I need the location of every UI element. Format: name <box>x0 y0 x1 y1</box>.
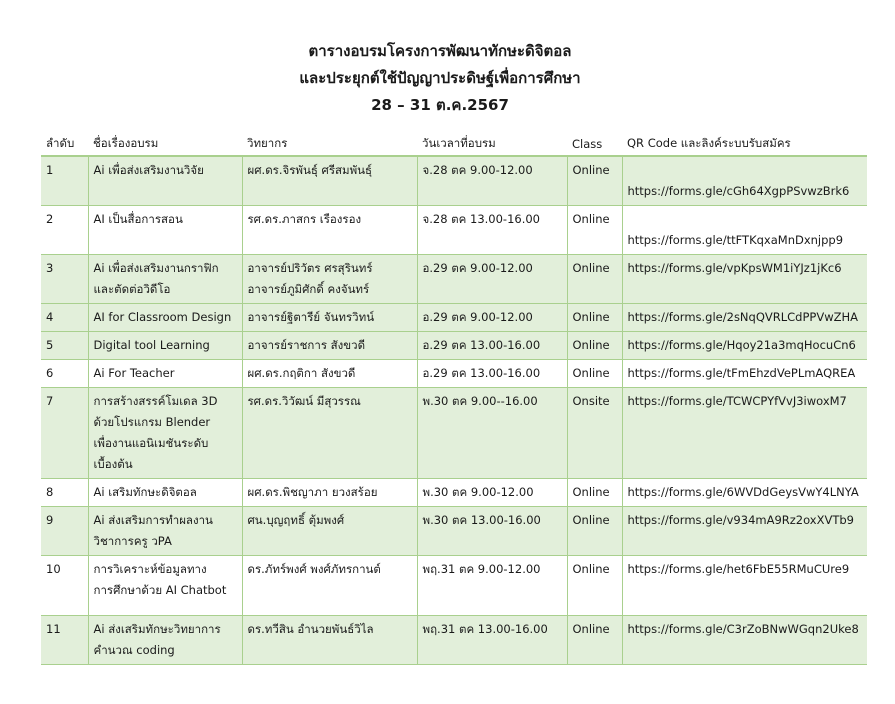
table-row <box>41 556 867 616</box>
table-row <box>41 388 867 479</box>
cell-topic <box>88 507 242 556</box>
cell-speaker-line: อาจารย์ฐิตารีย์ จันทรวิทน์ <box>247 310 375 324</box>
cell-topic <box>88 332 242 360</box>
cell-topic-line: การสร้างสรรค์โมเดล 3D <box>93 394 218 408</box>
cell-datetime: พฤ.31 ตค 13.00-16.00 <box>417 616 567 665</box>
cell-registration-link <box>622 360 867 388</box>
cell-speaker <box>242 556 417 616</box>
cell-speaker-line: รศ.ดร.วิวัฒน์ มีสุวรรณ <box>247 394 361 408</box>
cell-datetime: พ.30 ตค 13.00-16.00 <box>417 507 567 556</box>
registration-link[interactable]: https://forms.gle/TCWCPYfVvJ3iwoxM7 <box>627 394 847 408</box>
registration-link[interactable]: https://forms.gle/6WVDdGeysVwY4LNYA <box>627 485 859 499</box>
table-row <box>41 360 867 388</box>
cell-topic-line: เพื่องานแอนิเมชันระดับ <box>93 436 209 450</box>
cell-datetime: พฤ.31 ตค 9.00-12.00 <box>417 556 567 616</box>
header-speaker: วิทยากร <box>242 133 417 156</box>
cell-topic-line: เบื้องต้น <box>93 457 133 471</box>
cell-speaker <box>242 507 417 556</box>
cell-speaker <box>242 332 417 360</box>
cell-speaker-line: อาจารย์ภูมิศักดิ์ คงจันทร์ <box>247 282 370 296</box>
cell-topic-line: ด้วยโปรแกรม Blender <box>93 415 211 429</box>
title-line-1: ตารางอบรมโครงการพัฒนาทักษะดิจิตอล <box>308 42 572 60</box>
cell-speaker <box>242 360 417 388</box>
cell-registration-link <box>622 479 867 507</box>
cell-topic-line: การวิเคราะห์ข้อมูลทาง <box>93 562 207 576</box>
title-line-2: และประยุกต์ใช้ปัญญาประดิษฐ์เพื่อการศึกษา <box>299 69 581 87</box>
cell-no: 1 <box>41 156 88 206</box>
cell-registration-link <box>622 332 867 360</box>
registration-link[interactable]: https://forms.gle/C3rZoBNwWGqn2Uke8 <box>627 622 859 636</box>
cell-topic <box>88 255 242 304</box>
cell-speaker-line: ศน.บุญฤทธิ์ ตุ้มพงศ์ <box>247 513 345 527</box>
cell-topic-line: Ai ส่งเสริมการทำผลงาน <box>93 513 213 527</box>
qr-code-placeholder <box>628 160 863 181</box>
cell-topic-line: Digital tool Learning <box>93 338 210 352</box>
cell-topic-line: และตัดต่อวิดีโอ <box>93 282 171 296</box>
cell-topic-line: Ai For Teacher <box>93 366 175 380</box>
registration-link[interactable]: https://forms.gle/het6FbE55RMuCUre9 <box>627 562 850 576</box>
cell-speaker-line: ผศ.ดร.กฤติกา สังขวดี <box>247 366 356 380</box>
cell-speaker-line: อาจารย์ปริวัตร ศรสุรินทร์ <box>247 261 373 275</box>
cell-datetime: จ.28 ตค 13.00-16.00 <box>417 206 567 255</box>
cell-speaker-line: อาจารย์ราชการ สังขวดี <box>247 338 366 352</box>
cell-class: Online <box>567 206 622 255</box>
cell-speaker-line: ผศ.ดร.จิรพันธุ์ ศรีสมพันธุ์ <box>247 163 373 177</box>
cell-no: 7 <box>41 388 88 479</box>
cell-registration-link <box>622 206 867 255</box>
qr-code-placeholder <box>628 209 863 230</box>
cell-no: 4 <box>41 304 88 332</box>
cell-no: 11 <box>41 616 88 665</box>
cell-class: Online <box>567 556 622 616</box>
table-row <box>41 304 867 332</box>
cell-no: 8 <box>41 479 88 507</box>
cell-no: 5 <box>41 332 88 360</box>
cell-topic-line: วิชาการครู วPA <box>93 534 172 548</box>
cell-topic-line: Ai เพื่อส่งเสริมงานวิจัย <box>93 163 204 177</box>
cell-no: 2 <box>41 206 88 255</box>
cell-speaker-line: รศ.ดร.ภาสกร เรืองรอง <box>247 212 362 226</box>
cell-no: 10 <box>41 556 88 616</box>
registration-link[interactable]: https://forms.gle/tFmEhzdVePLmAQREA <box>627 366 856 380</box>
training-schedule-table <box>41 133 867 665</box>
cell-datetime: อ.29 ตค 13.00-16.00 <box>417 360 567 388</box>
cell-datetime: อ.29 ตค 9.00-12.00 <box>417 255 567 304</box>
cell-class: Online <box>567 332 622 360</box>
cell-no: 6 <box>41 360 88 388</box>
cell-topic <box>88 206 242 255</box>
cell-no: 9 <box>41 507 88 556</box>
header-no: ลำดับ <box>41 133 88 156</box>
cell-topic <box>88 304 242 332</box>
table-row <box>41 479 867 507</box>
cell-class: Online <box>567 304 622 332</box>
cell-class: Online <box>567 507 622 556</box>
registration-link[interactable]: https://forms.gle/Hqoy21a3mqHocuCn6 <box>627 338 856 352</box>
cell-topic <box>88 360 242 388</box>
cell-registration-link <box>622 156 867 206</box>
cell-datetime: จ.28 ตค 9.00-12.00 <box>417 156 567 206</box>
cell-topic-line: AI เป็นสื่อการสอน <box>93 212 183 226</box>
registration-link[interactable]: https://forms.gle/v934mA9Rz2oxXVTb9 <box>627 513 854 527</box>
cell-datetime: อ.29 ตค 9.00-12.00 <box>417 304 567 332</box>
table-row <box>41 507 867 556</box>
cell-speaker <box>242 156 417 206</box>
header-class: Class <box>567 133 622 156</box>
cell-speaker <box>242 255 417 304</box>
table-row <box>41 616 867 665</box>
cell-class: Online <box>567 616 622 665</box>
title-line-3: 28 – 31 ต.ค.2567 <box>371 96 509 114</box>
cell-topic <box>88 616 242 665</box>
cell-registration-link <box>622 507 867 556</box>
table-row <box>41 206 867 255</box>
cell-topic-line: คำนวณ coding <box>93 643 175 657</box>
cell-topic <box>88 479 242 507</box>
header-topic: ชื่อเรื่องอบรม <box>88 133 242 156</box>
cell-registration-link <box>622 255 867 304</box>
registration-link[interactable]: https://forms.gle/cGh64XgpPSvwzBrk6 <box>627 184 850 198</box>
registration-link[interactable]: https://forms.gle/ttFTKqxaMnDxnjpp9 <box>627 233 844 247</box>
cell-speaker <box>242 616 417 665</box>
cell-datetime: พ.30 ตค 9.00--16.00 <box>417 388 567 479</box>
header-link: QR Code และลิงค์ระบบรับสมัคร <box>622 133 867 156</box>
cell-registration-link <box>622 304 867 332</box>
cell-registration-link <box>622 616 867 665</box>
cell-speaker-line: ผศ.ดร.พิชญาภา ยวงสร้อย <box>247 485 378 499</box>
cell-speaker <box>242 304 417 332</box>
cell-speaker <box>242 206 417 255</box>
cell-topic <box>88 156 242 206</box>
cell-speaker <box>242 479 417 507</box>
cell-topic <box>88 556 242 616</box>
cell-datetime: พ.30 ตค 9.00-12.00 <box>417 479 567 507</box>
cell-class: Onsite <box>567 388 622 479</box>
cell-class: Online <box>567 156 622 206</box>
cell-class: Online <box>567 255 622 304</box>
cell-topic-line: Ai เสริมทักษะดิจิตอล <box>93 485 197 499</box>
cell-datetime: อ.29 ตค 13.00-16.00 <box>417 332 567 360</box>
cell-topic-line: Ai ส่งเสริมทักษะวิทยาการ <box>93 622 221 636</box>
cell-topic-line: Ai เพื่อส่งเสริมงานกราฟิก <box>93 261 219 275</box>
cell-speaker <box>242 388 417 479</box>
cell-no: 3 <box>41 255 88 304</box>
cell-topic-line: การศึกษาด้วย AI Chatbot <box>93 583 227 597</box>
table-row <box>41 156 867 206</box>
table-row <box>41 255 867 304</box>
cell-speaker-line: ดร.ภัทร์พงศ์ พงศ์ภัทรกานต์ <box>247 562 381 576</box>
cell-registration-link <box>622 556 867 616</box>
table-row <box>41 332 867 360</box>
cell-class: Online <box>567 479 622 507</box>
table-header-row <box>41 133 867 156</box>
cell-speaker-line: ดร.ทวีสิน อำนวยพันธ์วิไล <box>247 622 374 636</box>
document-title <box>0 38 880 119</box>
registration-link[interactable]: https://forms.gle/vpKpsWM1iYJz1jKc6 <box>627 261 842 275</box>
cell-topic-line: AI for Classroom Design <box>93 310 232 324</box>
header-datetime: วันเวลาที่อบรม <box>417 133 567 156</box>
cell-topic <box>88 388 242 479</box>
cell-class: Online <box>567 360 622 388</box>
registration-link[interactable]: https://forms.gle/2sNqQVRLCdPPVwZHA <box>627 310 859 324</box>
cell-registration-link <box>622 388 867 479</box>
